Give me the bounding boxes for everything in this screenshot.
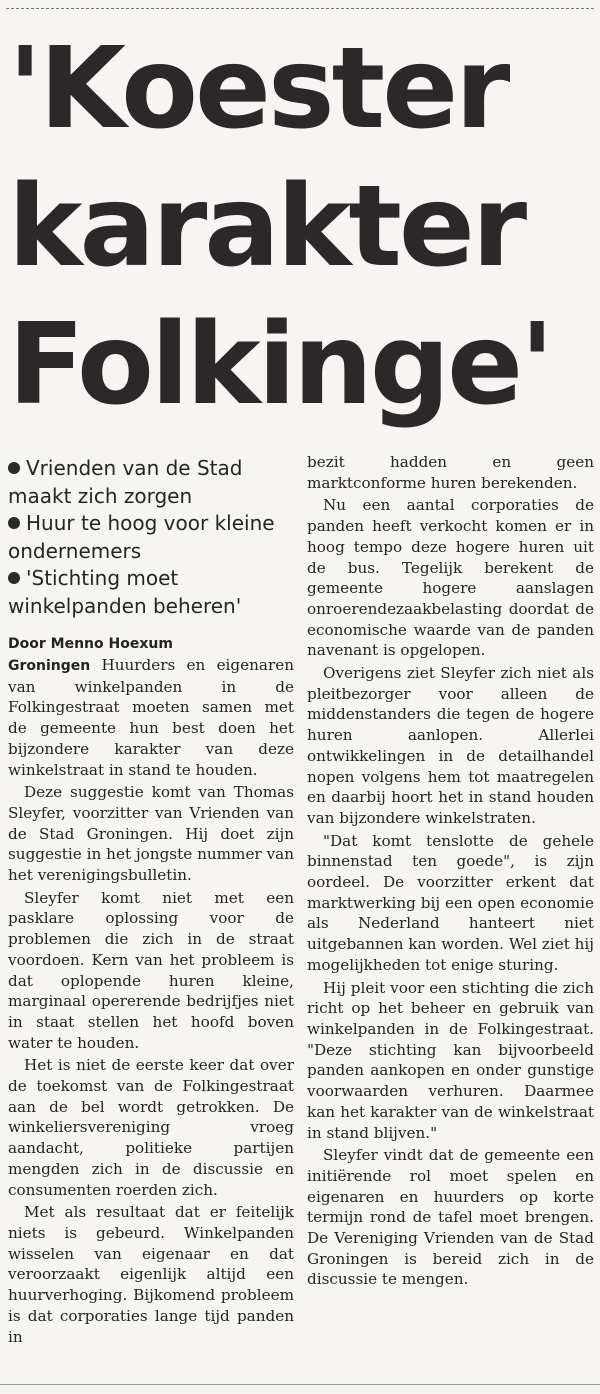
top-dashed-rule: [6, 8, 594, 9]
body-paragraph: Nu een aantal corporaties de panden heeft verkocht komen er in hoog tempo deze hogere huren uit de bus. Tegelijk berekent de gemeente hogere aanslagen onroerendezaakbelasting doordat de economische waarde van de panden navenant is opgelopen.: [307, 496, 594, 660]
body-paragraph: Deze suggestie komt van Thomas Sleyfer, voorzitter van Vrienden van de Stad Groningen. Hij doet zijn suggestie in het jongste nummer van het verenigingsbulletin.: [8, 783, 294, 885]
body-paragraph: Het is niet de eerste keer dat over de toekomst van de Folkingestraat aan de bel wordt getrokken. De winkeliersvereniging vroeg aandacht, politieke partijen mengden zich in de discussie en consumenten roerden zich.: [8, 1056, 294, 1199]
bottom-rule: [0, 1384, 600, 1385]
bullet-text: Huur te hoog voor kleine ondernemers: [8, 511, 275, 563]
summary-bullets: [8, 455, 294, 620]
bullet-icon: [8, 572, 20, 584]
body-paragraph: Hij pleit voor een stichting die zich richt op het beheer en gebruik van winkelpanden in de Folkingestraat. "Deze stichting kan bijvoorbeeld panden aankopen en onder gunstige voorwaarden verhuren. Daarmee kan het karakter van de winkelstraat in stand blijven.": [307, 978, 594, 1142]
body-paragraph-continued: bezit hadden en geen marktconforme huren berekenden.: [307, 453, 594, 492]
byline: Door Menno Hoexum: [8, 636, 173, 652]
bullet-item: [8, 565, 294, 620]
bullet-item: [8, 455, 294, 510]
headline-line-3: Folkinge': [8, 300, 552, 430]
body-paragraph: Sleyfer komt niet met een pasklare oplossing voor de problemen die zich in de straat voordoen. Kern van het probleem is dat oplopende huren kleine, marginaal opererende bedrijfjes niet in staat stellen het hoofd boven water te houden.: [8, 888, 294, 1052]
headline: [8, 20, 598, 434]
left-column: [8, 455, 294, 1347]
lead-text: Huurders en eigenaren van winkelpanden in de Folkingestraat moeten samen met de gemeente hun best doen het bijzondere karakter van deze winkelstraat in stand te houden.: [8, 656, 294, 779]
lead-paragraph: [8, 655, 294, 780]
bullet-item: [8, 510, 294, 565]
headline-line-1: 'Koester: [8, 24, 508, 154]
body-paragraph: "Dat komt tenslotte de gehele binnenstad ten goede", is zijn oordeel. De voorzitter erkent dat marktwerking bij een open economie als Nederland hanteert niet uitgebannen kan worden. Wel ziet hij mogelijkheden tot enige sturing.: [307, 831, 594, 974]
headline-line-2: karakter: [8, 162, 525, 292]
body-paragraph: Sleyfer vindt dat de gemeente een initiërende rol moet spelen en eigenaren en huurders op korte termijn rond de tafel moet brengen. De Vereniging Vrienden van de Stad Groningen is bereid zich in de discussie te mengen.: [307, 1146, 594, 1289]
bullet-text: Vrienden van de Stad maakt zich zorgen: [8, 456, 243, 508]
bullet-text: 'Stichting moet winkelpanden beheren': [8, 566, 242, 618]
bullet-icon: [8, 462, 20, 474]
dateline: Groningen: [8, 658, 91, 674]
body-paragraph: Met als resultaat dat er feitelijk niets is gebeurd. Winkelpanden wisselen van eigenaar en dat veroorzaakt eigenlijk altijd een huurverhoging. Bijkomend probleem is dat corporaties lange tijd panden in: [8, 1203, 294, 1346]
bullet-icon: [8, 517, 20, 529]
right-column: [307, 452, 594, 1290]
body-paragraph: Overigens ziet Sleyfer zich niet als pleitbezorger voor alleen de middenstanders die tegen de hogere huren aanlopen. Allerlei ontwikkelingen in de detailhandel nopen volgens hem tot maatregelen en daarbij hoort het in stand houden van bijzondere winkelstraten.: [307, 664, 594, 827]
